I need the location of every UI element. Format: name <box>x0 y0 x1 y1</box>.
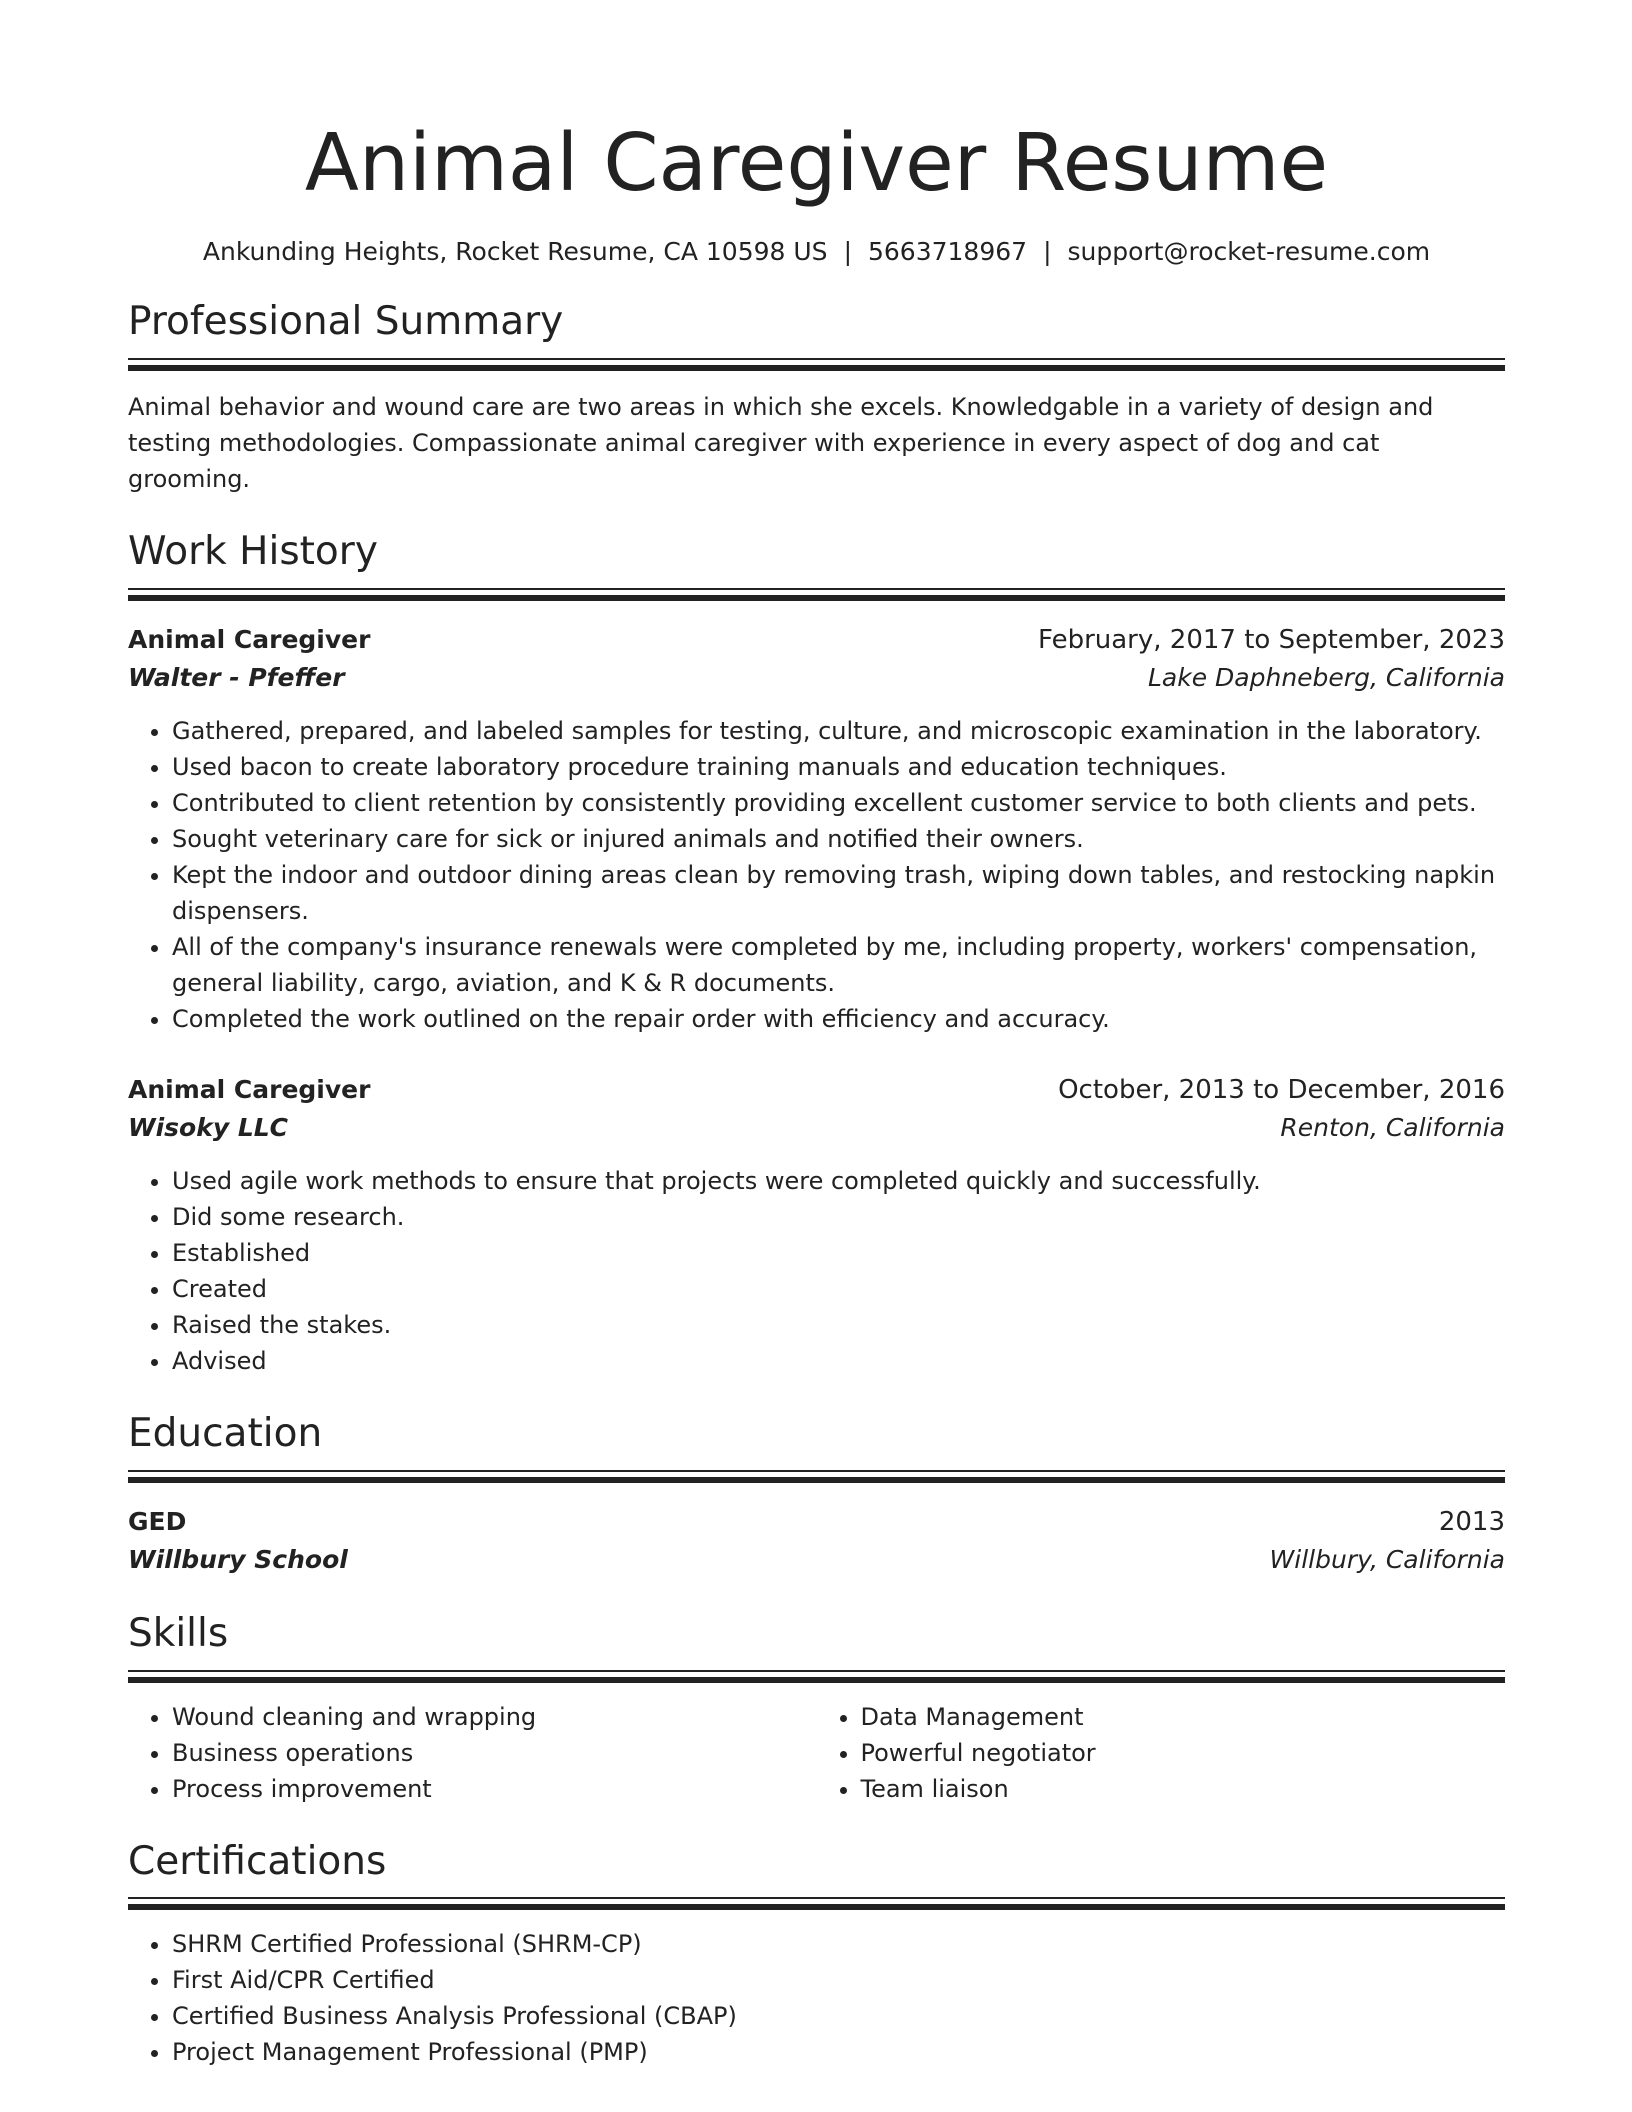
section-divider <box>128 1470 1505 1483</box>
skills-section <box>128 1610 1505 1807</box>
job-bullets <box>128 713 1505 1037</box>
list-item: • Created <box>172 1271 1505 1307</box>
section-divider <box>128 588 1505 601</box>
summary-text: Animal behavior and wound care are two areas in which she excels. Knowledgable in a variety of design and testing methodologies. Compassionate animal caregiver with experience in every aspect of dog and cat grooming. <box>128 392 1434 493</box>
job-location: Renton, California <box>1280 1112 1505 1142</box>
certifications-list <box>128 1926 1505 2070</box>
certification-item: • Certified Business Analysis Professional (CBAP) <box>172 1998 1505 2034</box>
list-item: • Did some research. <box>172 1199 1505 1235</box>
skills-column-right <box>817 1699 1506 1807</box>
section-heading-education: Education <box>128 1410 323 1456</box>
job-location: Lake Daphneberg, California <box>1147 662 1505 692</box>
contact-address: Ankunding Heights, Rocket Resume, CA 10598 US <box>202 237 828 266</box>
job-role: Animal Caregiver <box>128 1074 371 1104</box>
list-item: • Completed the work outlined on the repair order with efficiency and accuracy. <box>172 1001 1505 1037</box>
skills-grid <box>128 1699 1505 1807</box>
skill-item: • Wound cleaning and wrapping <box>172 1699 817 1735</box>
contact-line <box>128 237 1505 267</box>
contact-email: support@rocket-resume.com <box>1067 237 1431 266</box>
list-item: • Kept the indoor and outdoor dining areas clean by removing trash, wiping down tables, and restocking napkin dispensers. <box>172 857 1505 929</box>
skill-item: • Process improvement <box>172 1771 817 1807</box>
contact-separator: | <box>843 237 852 266</box>
certification-item: • First Aid/CPR Certified <box>172 1962 1505 1998</box>
skill-item: • Business operations <box>172 1735 817 1771</box>
section-heading-summary: Professional Summary <box>128 299 564 344</box>
job-employer: Walter - Pfeffer <box>128 662 345 692</box>
education-degree: GED <box>128 1506 187 1536</box>
skills-column-left <box>128 1699 817 1807</box>
education-entry <box>128 1503 1505 1579</box>
list-item: • Raised the stakes. <box>172 1307 1505 1343</box>
job-entry <box>128 1071 1505 1379</box>
skill-item: • Team liaison <box>861 1771 1506 1807</box>
job-entry <box>128 621 1505 1037</box>
list-item: • Sought veterinary care for sick or injured animals and notified their owners. <box>172 821 1505 857</box>
certification-item: • SHRM Certified Professional (SHRM-CP) <box>172 1926 1505 1962</box>
section-heading-skills: Skills <box>128 1610 229 1656</box>
education-school: Willbury School <box>128 1544 348 1574</box>
section-divider <box>128 1897 1505 1910</box>
resume-title: Animal Caregiver Resume <box>304 117 1329 209</box>
education-location: Willbury, California <box>1269 1544 1505 1574</box>
list-item: • Used bacon to create laboratory procedure training manuals and education techniques. <box>172 749 1505 785</box>
contact-phone: 5663718967 <box>868 237 1028 266</box>
job-dates: February, 2017 to September, 2023 <box>1038 624 1505 655</box>
list-item: • Advised <box>172 1343 1505 1379</box>
summary-section <box>128 301 1505 497</box>
work-history-section <box>128 528 1505 1379</box>
education-section <box>128 1410 1505 1579</box>
certifications-section <box>128 1838 1505 2071</box>
list-item: • All of the company's insurance renewals were completed by me, including property, workers' compensation, general liability, cargo, aviation, and K & R documents. <box>172 929 1505 1001</box>
job-employer: Wisoky LLC <box>128 1112 289 1142</box>
contact-separator: | <box>1043 237 1052 266</box>
list-item: • Contributed to client retention by consistently providing excellent customer service to both clients and pets. <box>172 785 1505 821</box>
section-heading-certifications: Certifications <box>128 1838 387 1884</box>
certification-item: • Project Management Professional (PMP) <box>172 2034 1505 2070</box>
skill-item: • Powerful negotiator <box>861 1735 1506 1771</box>
section-divider <box>128 1670 1505 1683</box>
list-item: • Gathered, prepared, and labeled samples for testing, culture, and microscopic examination in the laboratory. <box>172 713 1505 749</box>
job-dates: October, 2013 to December, 2016 <box>1058 1074 1505 1105</box>
education-year: 2013 <box>1438 1506 1505 1537</box>
skill-item: • Data Management <box>861 1699 1506 1735</box>
job-role: Animal Caregiver <box>128 624 371 654</box>
job-bullets <box>128 1163 1505 1379</box>
section-heading-work-history: Work History <box>128 528 378 574</box>
list-item: • Established <box>172 1235 1505 1271</box>
list-item: • Used agile work methods to ensure that projects were completed quickly and successfully. <box>172 1163 1505 1199</box>
section-divider <box>128 358 1505 371</box>
